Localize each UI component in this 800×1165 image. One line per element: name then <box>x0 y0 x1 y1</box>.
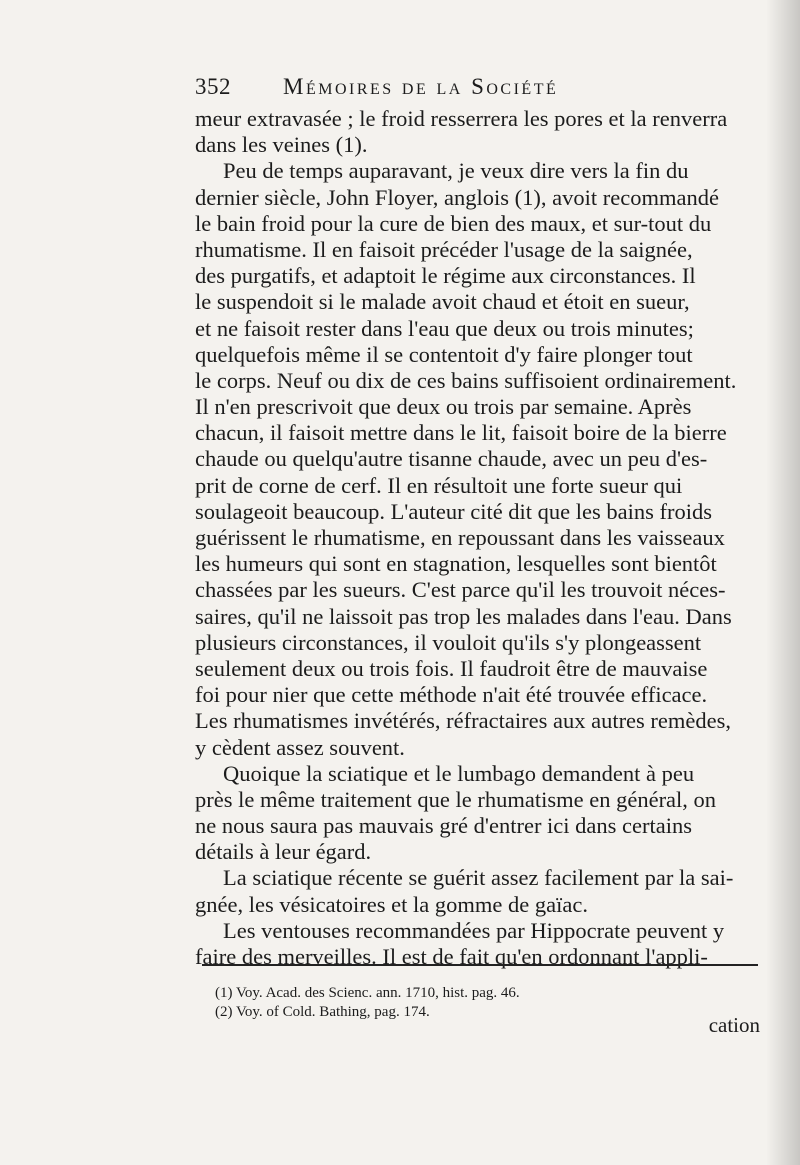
catchword: cation <box>708 1013 760 1037</box>
text-line: y cèdent assez souvent. <box>195 734 405 760</box>
text-line: chaude ou quelqu'autre tisanne chaude, avec un peu d'es- <box>195 446 708 472</box>
text-line: foi pour nier que cette méthode n'ait été trouvée efficace. <box>195 682 708 708</box>
text-line: plusieurs circonstances, il vouloit qu'ils s'y plongeassent <box>195 629 702 655</box>
text-line: Il n'en prescrivoit que deux ou trois par semaine. Après <box>195 394 692 420</box>
text-line: les humeurs qui sont en stagnation, lesquelles sont bientôt <box>195 551 717 577</box>
text-line: dans les veines (1). <box>195 132 368 158</box>
text-line: saires, qu'il ne laissoit pas trop les malades dans l'eau. Dans <box>195 603 732 629</box>
text-line: seulement deux ou trois fois. Il faudroit être de mauvaise <box>195 655 708 681</box>
text-line: rhumatisme. Il en faisoit précéder l'usage de la saignée, <box>195 236 693 262</box>
text-line: près le même traitement que le rhumatisme en général, on <box>195 786 717 812</box>
footnote: (2) Voy. of Cold. Bathing, pag. 174. <box>215 1004 430 1020</box>
text-line: gnée, les vésicatoires et la gomme de gaïac. <box>195 891 588 917</box>
text-line: Peu de temps auparavant, je veux dire vers la fin du <box>223 158 689 184</box>
text-line: et ne faisoit rester dans l'eau que deux ou trois minutes; <box>195 315 694 341</box>
text-line: Les rhumatismes invétérés, réfractaires aux autres remèdes, <box>195 708 732 734</box>
text-line: Quoique la sciatique et le lumbago demandent à peu <box>223 760 695 786</box>
text-line: ne nous saura pas mauvais gré d'entrer ici dans certains <box>195 813 692 839</box>
text-line: chacun, il faisoit mettre dans le lit, faisoit boire de la bierre <box>195 420 727 446</box>
text-line: guérissent le rhumatisme, en repoussant dans les vaisseaux <box>195 525 725 550</box>
page-edge-shadow <box>766 0 800 1165</box>
text-line: La sciatique récente se guérit assez facilement par la sai- <box>223 865 734 891</box>
body-text <box>195 106 760 970</box>
text-line: prit de corne de cerf. Il en résultoit une forte sueur qui <box>195 472 683 498</box>
footnote-rule <box>202 964 758 966</box>
footnote: (1) Voy. Acad. des Scienc. ann. 1710, hist. pag. 46. <box>215 985 520 1001</box>
text-line: meur extravasée ; le froid resserrera les pores et la renverra <box>195 106 728 131</box>
text-line: le suspendoit si le malade avoit chaud et étoit en sueur, <box>195 289 690 315</box>
text-line: le corps. Neuf ou dix de ces bains suffisoient ordinairement. <box>195 367 737 393</box>
text-line: des purgatifs, et adaptoit le régime aux circonstances. Il <box>195 263 696 289</box>
text-line: soulageoit beaucoup. L'auteur cité dit que les bains froids <box>195 498 713 524</box>
footnotes <box>215 984 715 1022</box>
text-line: dernier siècle, John Floyer, anglois (1), avoit recommandé <box>195 184 719 210</box>
text-line: Les ventouses recommandées par Hippocrate peuvent y <box>223 917 725 943</box>
running-header <box>195 74 670 106</box>
text-line: chassées par les sueurs. C'est parce qu'il les trouvoit néces- <box>195 577 726 603</box>
running-title: Mémoires de la Société <box>283 74 559 99</box>
text-line: faire des merveilles. Il est de fait qu'en ordonnant l'appli- <box>195 944 708 969</box>
text-line: quelquefois même il se contentoit d'y faire plonger tout <box>195 341 693 367</box>
text-line: le bain froid pour la cure de bien des maux, et sur-tout du <box>195 210 712 236</box>
page-number: 352 <box>195 74 231 99</box>
text-line: détails à leur égard. <box>195 839 372 865</box>
